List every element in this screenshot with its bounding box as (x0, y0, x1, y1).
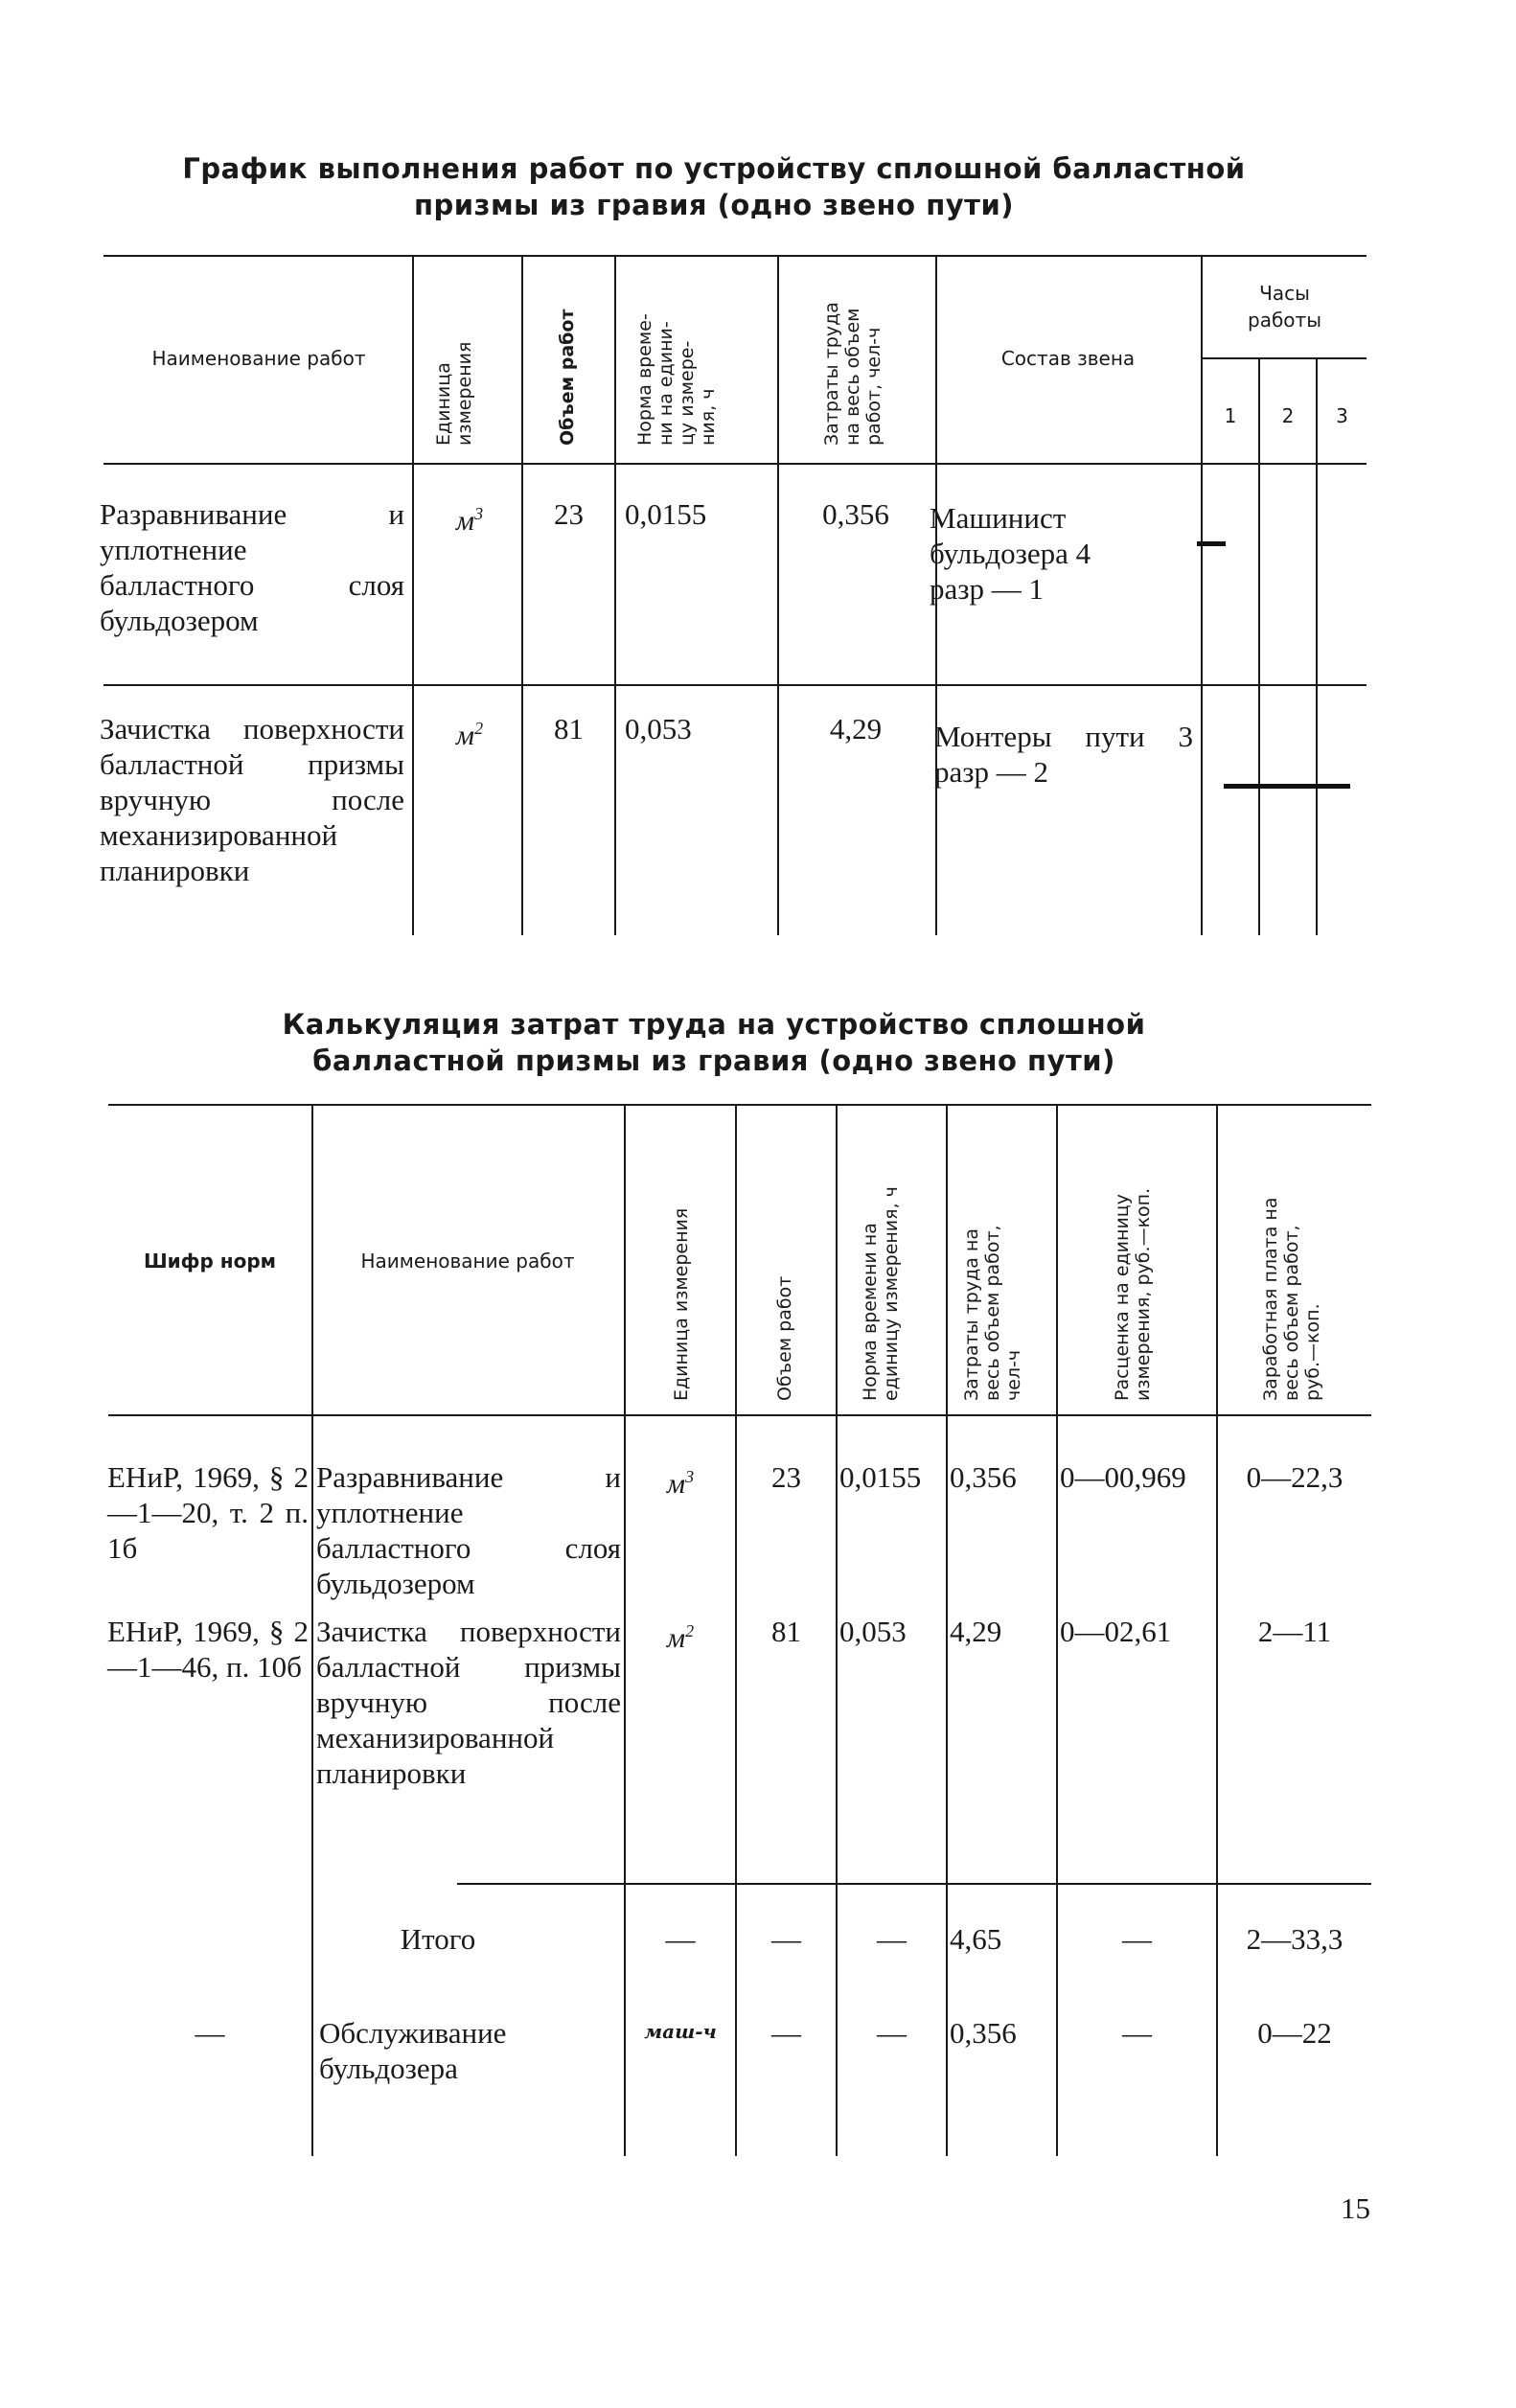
table2-row1-rate: 0—00,969 (1060, 1460, 1186, 1494)
table1-row1-name: Разравнивание и уплотнение балластного слоя бульдозером (100, 497, 404, 637)
table1-row1-cost: 0,356 (822, 497, 889, 531)
table2-row1-code: ЕНиР, 1969, § 2—1—20, т. 2 п. 1б (107, 1460, 309, 1565)
table2-service-wage: 0—22 (1257, 2016, 1332, 2050)
table2-total-wage: 2—33,3 (1246, 1922, 1344, 1956)
table1-col-divider (1258, 359, 1260, 935)
table2-row2-norm: 0,053 (839, 1615, 907, 1648)
table1-header-volume: Объем работ (557, 309, 578, 446)
table2-title (144, 1006, 1284, 1079)
table2-col-divider (836, 1106, 838, 2156)
table2-total-cost: 4,65 (950, 1922, 1002, 1956)
table1-top-rule (103, 255, 1367, 257)
table2-row2-cost: 4,29 (950, 1615, 1002, 1648)
table2-service-norm: — (877, 2016, 907, 2050)
table2-total-label: Итого (400, 1922, 476, 1956)
table1-hours-subrule (1203, 357, 1367, 359)
table2-row2-volume: 81 (771, 1615, 801, 1648)
table1-title (144, 150, 1284, 223)
table1-header-hours: Часы работы (1248, 282, 1321, 332)
table1-header-crew: Состав звена (1000, 347, 1136, 370)
table1-header-rule (103, 463, 1367, 465)
table1-header-hour-1: 1 (1224, 404, 1237, 427)
table2-row2-name: Зачистка поверхности балластной призмы вручную после механизированной планировки (316, 1615, 621, 1790)
table1-col-divider (1316, 359, 1318, 935)
table2-total-rule (457, 1883, 1371, 1885)
table1-row2-cost: 4,29 (829, 712, 883, 745)
table1-header-hour-2: 2 (1281, 404, 1295, 427)
table2-row1-norm: 0,0155 (839, 1460, 922, 1494)
table2-row2-rate: 0—02,61 (1060, 1615, 1172, 1648)
table2-header-wage: Заработная плата на весь объем работ, руб.—коп. (1260, 1197, 1323, 1401)
table2-row1-wage: 0—22,3 (1246, 1460, 1344, 1494)
table2-col-divider (946, 1106, 948, 2156)
table2-row2-unit: $м^2$ (666, 1621, 695, 1654)
gantt-bar-row2 (1224, 784, 1350, 789)
table2-header-name: Наименование работ (360, 1250, 575, 1273)
table1-row2-crew: Монтеры пути 3 разр — 2 (934, 720, 1193, 789)
table1-row-divider (103, 684, 1367, 686)
table2-top-rule (108, 1104, 1371, 1106)
table1-row1-crew: Машинист бульдозера 4 разр — 1 (930, 501, 1091, 606)
table2-total-volume: — (771, 1922, 801, 1956)
table1-row2-name: Зачистка поверхности балластной призмы вручную после механизированной планировки (100, 712, 404, 887)
table1-col-divider (614, 257, 616, 935)
table2-title-line2: балластной призмы из гравия (одно звено пути) (312, 1044, 1115, 1077)
table1-header-cost: Затраты труда на весь объем работ, чел-ч (821, 302, 884, 446)
table2-header-rate: Расценка на единицу измерения, руб.—коп. (1112, 1187, 1154, 1401)
table2-row1-cost: 0,356 (950, 1460, 1017, 1494)
table1-row1-norm: 0,0155 (625, 497, 707, 531)
table2-service-cost: 0,356 (950, 2016, 1017, 2050)
table1-row1-volume: 23 (554, 497, 584, 531)
table2-header-cost: Затраты труда на весь объем работ, чел-ч (961, 1225, 1024, 1401)
table2-title-line1: Калькуляция затрат труда на устройство сплошной (282, 1008, 1146, 1041)
table2-row2-wage: 2—11 (1257, 1615, 1332, 1648)
table1-title-line1: График выполнения работ по устройству сплошной балластной (182, 152, 1246, 185)
table1-row2-volume: 81 (554, 712, 584, 745)
table1-header-unit: Единица измерения (433, 341, 475, 446)
table1-row2-unit: $м^2$ (455, 719, 484, 751)
table2-service-unit: маш-ч (644, 2020, 717, 2043)
table1-row1-unit: $м^3$ (455, 504, 484, 537)
table2-row2-code: ЕНиР, 1969, § 2—1—46, п. 10б (107, 1615, 309, 1684)
table2-row1-name: Разравнивание и уплотнение балластного слоя бульдозером (316, 1460, 621, 1600)
table2-header-unit: Единица измерения (671, 1207, 692, 1401)
table1-header-hour-3: 3 (1336, 404, 1348, 427)
table2-header-rule (108, 1414, 1371, 1416)
table2-col-divider (1056, 1106, 1058, 2156)
table1-col-divider (521, 257, 523, 935)
table1-col-divider (1201, 257, 1203, 935)
table2-service-volume: — (771, 2016, 801, 2050)
table2-service-code: — (195, 2016, 225, 2050)
table2-service-name: Обслуживание бульдозера (319, 2016, 507, 2085)
table1-title-line2: призмы из гравия (одно звено пути) (413, 189, 1015, 221)
table2-row1-volume: 23 (771, 1460, 801, 1494)
page-number: 15 (1341, 2191, 1370, 2225)
table2-header-volume: Объем работ (774, 1275, 795, 1401)
table2-total-unit: — (665, 1922, 696, 1956)
gantt-bar-row1 (1197, 541, 1226, 546)
table2-header-code: Шифр норм (143, 1250, 277, 1273)
table1-header-norm: Норма време- ни на едини- цу измере- ния, ч (634, 313, 719, 446)
table2-total-rate: — (1122, 1922, 1152, 1956)
table1-col-divider (777, 257, 779, 935)
table1-row2-norm: 0,053 (625, 712, 692, 745)
table2-row1-unit: $м^3$ (666, 1467, 695, 1500)
table1-header-name: Наименование работ (151, 347, 366, 370)
table2-header-norm: Норма времени на единицу измерения, ч (860, 1186, 902, 1401)
table1-col-divider (412, 257, 414, 935)
table2-total-norm: — (877, 1922, 907, 1956)
table2-service-rate: — (1122, 2016, 1152, 2050)
